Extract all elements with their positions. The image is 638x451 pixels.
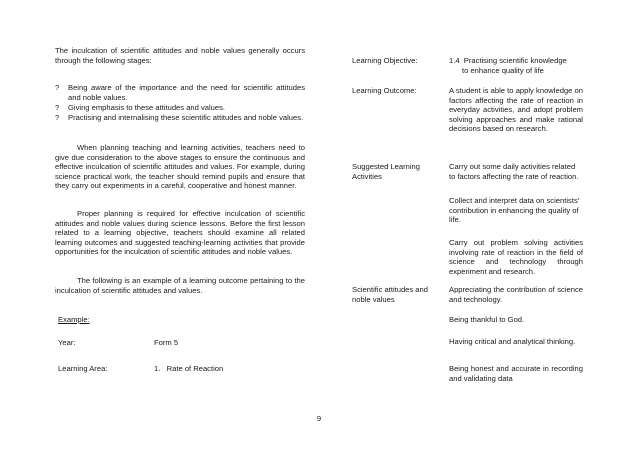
bullet-marker: ? bbox=[55, 113, 60, 122]
learning-objective-label: Learning Objective: bbox=[352, 56, 418, 65]
scientific-attitudes-label: Scientific attitudes and noble values bbox=[352, 285, 428, 304]
learning-objective-value-cont: to enhance quality of life bbox=[462, 66, 544, 75]
bullet-item: Practising and internalising these scientific attitudes and noble values. bbox=[68, 113, 304, 122]
bullet-marker: ? bbox=[55, 103, 60, 112]
paragraph-planning: When planning teaching and learning activities, teachers need to give due consideration to the above stages to ensure the continuous and effective inculcation of scientific attitudes and values. For example, during science practical work, the teacher should remind pupils and ensure that they carry out experiments in a careful, cooperative and honest manner. bbox=[55, 143, 305, 191]
paragraph-example-intro: The following is an example of a learning outcome pertaining to the inculcation of scientific attitudes and values. bbox=[55, 276, 305, 295]
attitude-item: Having critical and analytical thinking. bbox=[449, 337, 576, 346]
learning-outcome-label: Learning Outcome: bbox=[352, 86, 417, 95]
year-value: Form 5 bbox=[154, 338, 179, 347]
activity-item: Carry out problem solving activities involving rate of reaction in the field of science and technology through experiment and research. bbox=[449, 238, 583, 276]
attitude-item: Being honest and accurate in recording and validating data bbox=[449, 364, 583, 383]
learning-outcome-value: A student is able to apply knowledge on factors affecting the rate of reaction in everyday activities, and adopt problem solving approaches and make rational decisions based on research. bbox=[449, 86, 583, 134]
bullet-item: Being aware of the importance and the need for scientific attitudes and noble values. bbox=[68, 83, 305, 102]
learning-area-value: 1. Rate of Reaction bbox=[154, 364, 224, 373]
activity-item: Collect and interpret data on scientists' contribution in enhancing the quality of life. bbox=[449, 196, 580, 225]
bullet-marker: ? bbox=[55, 83, 60, 92]
attitude-item: Being thankful to God. bbox=[449, 315, 525, 324]
learning-area-label: Learning Area: bbox=[58, 364, 108, 373]
year-label: Year: bbox=[58, 338, 76, 347]
learning-objective-value: 1.4 Practising scientific knowledge bbox=[449, 56, 567, 65]
activity-item: Carry out some daily activities related to factors affecting the rate of reaction. bbox=[449, 162, 579, 181]
attitude-item: Appreciating the contribution of science and technology. bbox=[449, 285, 583, 304]
suggested-activities-label: Suggested Learning Activities bbox=[352, 162, 420, 181]
example-label: Example: bbox=[58, 315, 90, 324]
paragraph-proper-planning: Proper planning is required for effective inculcation of scientific attitudes and noble values during science lessons. Before the first lesson related to a learning objective, teachers should examine all related learning outcomes and suggested teaching-learning activities that provide opportunities for the inculcation of scientific attitudes and noble values. bbox=[55, 209, 305, 257]
intro-paragraph: The inculcation of scientific attitudes and noble values generally occurs through the following stages: bbox=[55, 46, 305, 65]
page-number: 9 bbox=[316, 414, 322, 423]
bullet-item: Giving emphasis to these attitudes and values. bbox=[68, 103, 226, 112]
